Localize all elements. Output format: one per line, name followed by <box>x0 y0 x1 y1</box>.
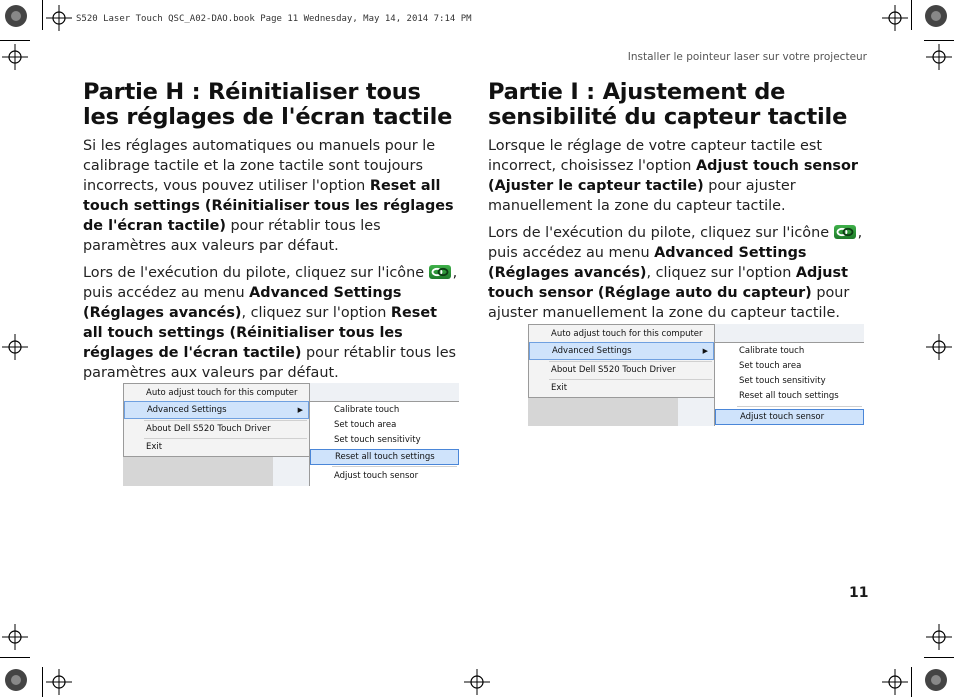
submenu-set-touch-area[interactable]: Set touch area <box>334 420 397 430</box>
advanced-submenu <box>714 342 864 426</box>
left-paragraph-2: Lors de l'exécution du pilote, cliquez sur l'icône , puis accédez au menu Advanced Settings (Réglages avancés), cliquez sur l'option Reset all touch settings (Réinitialiser tous les réglages de l'écran tactile) pour rétablir tous les paramètres aux valeurs par défaut. <box>83 265 458 381</box>
registration-mark-icon <box>464 669 490 695</box>
section-h-title: Partie H : Réinitialiser tous les réglages de l'écran tactile <box>83 79 453 130</box>
menu-item-auto-adjust[interactable]: Auto adjust touch for this computer <box>146 388 298 398</box>
submenu-adjust-touch-sensor[interactable]: Adjust touch sensor <box>715 409 864 425</box>
left-column <box>83 80 459 383</box>
submenu-reset-all-touch-settings[interactable]: Reset all touch settings <box>310 449 459 465</box>
crop-mark <box>924 657 954 658</box>
crop-mark <box>0 40 30 41</box>
registration-mark-icon <box>882 669 908 695</box>
registration-mark-icon <box>926 624 952 650</box>
link-icon <box>834 225 856 239</box>
submenu-set-touch-area[interactable]: Set touch area <box>739 361 802 371</box>
link-icon <box>429 265 451 279</box>
registration-mark-icon <box>926 44 952 70</box>
crop-mark <box>924 40 954 41</box>
page-number: 11 <box>849 585 869 601</box>
section-i-title: Partie I : Ajustement de sensibilité du capteur tactile <box>488 79 848 130</box>
crop-mark <box>911 667 912 697</box>
submenu-calibrate-touch[interactable]: Calibrate touch <box>739 346 805 356</box>
menu-item-advanced-settings[interactable]: Advanced Settings ▶ <box>124 401 309 419</box>
crop-mark <box>911 0 912 30</box>
registration-mark-icon <box>46 5 72 31</box>
crop-mark <box>0 657 30 658</box>
context-menu-screenshot-reset <box>123 383 459 486</box>
menu-item-advanced-settings[interactable]: Advanced Settings ▶ <box>529 342 714 360</box>
submenu-adjust-touch-sensor[interactable]: Adjust touch sensor <box>334 471 419 481</box>
context-menu <box>528 324 715 398</box>
submenu-set-touch-sensitivity[interactable]: Set touch sensitivity <box>334 435 421 445</box>
registration-mark-icon <box>882 5 908 31</box>
registration-mark-icon <box>926 334 952 360</box>
color-target-icon <box>924 668 948 692</box>
crop-mark <box>42 0 43 30</box>
submenu-set-touch-sensitivity[interactable]: Set touch sensitivity <box>739 376 826 386</box>
color-target-icon <box>4 668 28 692</box>
menu-item-about[interactable]: About Dell S520 Touch Driver <box>146 424 271 434</box>
registration-mark-icon <box>2 624 28 650</box>
file-info-line: S520 Laser Touch QSC_A02-DAO.book Page 11 Wednesday, May 14, 2014 7:14 PM <box>76 14 472 24</box>
left-paragraph-1: Si les réglages automatiques ou manuels pour le calibrage tactile et la zone tactile sont toujours incorrects, vous pouvez utiliser l'option Reset all touch settings (Réinitialiser tous les réglages de l'écran tactile) pour rétablir tous les paramètres aux valeurs par défaut. <box>83 138 454 254</box>
menu-item-exit[interactable]: Exit <box>146 442 163 452</box>
submenu-reset-all-touch-settings[interactable]: Reset all touch settings <box>739 391 839 401</box>
crop-mark <box>42 667 43 697</box>
right-column <box>488 80 864 323</box>
advanced-submenu <box>309 401 459 486</box>
context-menu <box>123 383 310 457</box>
menu-item-auto-adjust[interactable]: Auto adjust touch for this computer <box>551 329 703 339</box>
color-target-icon <box>4 4 28 28</box>
registration-mark-icon <box>2 334 28 360</box>
submenu-calibrate-touch[interactable]: Calibrate touch <box>334 405 400 415</box>
menu-item-about[interactable]: About Dell S520 Touch Driver <box>551 365 676 375</box>
menu-item-exit[interactable]: Exit <box>551 383 568 393</box>
registration-mark-icon <box>46 669 72 695</box>
right-paragraph-1: Lorsque le réglage de votre capteur tactile est incorrect, choisissez l'option Adjust touch sensor (Ajuster le capteur tactile) pour ajuster manuellement la zone du capteur tactile. <box>488 138 858 214</box>
right-paragraph-2: Lors de l'exécution du pilote, cliquez sur l'icône , puis accédez au menu Advanced Settings (Réglages avancés), cliquez sur l'option Adjust touch sensor (Réglage auto du capteur) pour ajuster manuellement la zone du capteur tactile. <box>488 225 863 321</box>
color-target-icon <box>924 4 948 28</box>
context-menu-screenshot-adjust <box>528 324 864 426</box>
registration-mark-icon <box>2 44 28 70</box>
running-title: Installer le pointeur laser sur votre projecteur <box>627 51 867 63</box>
